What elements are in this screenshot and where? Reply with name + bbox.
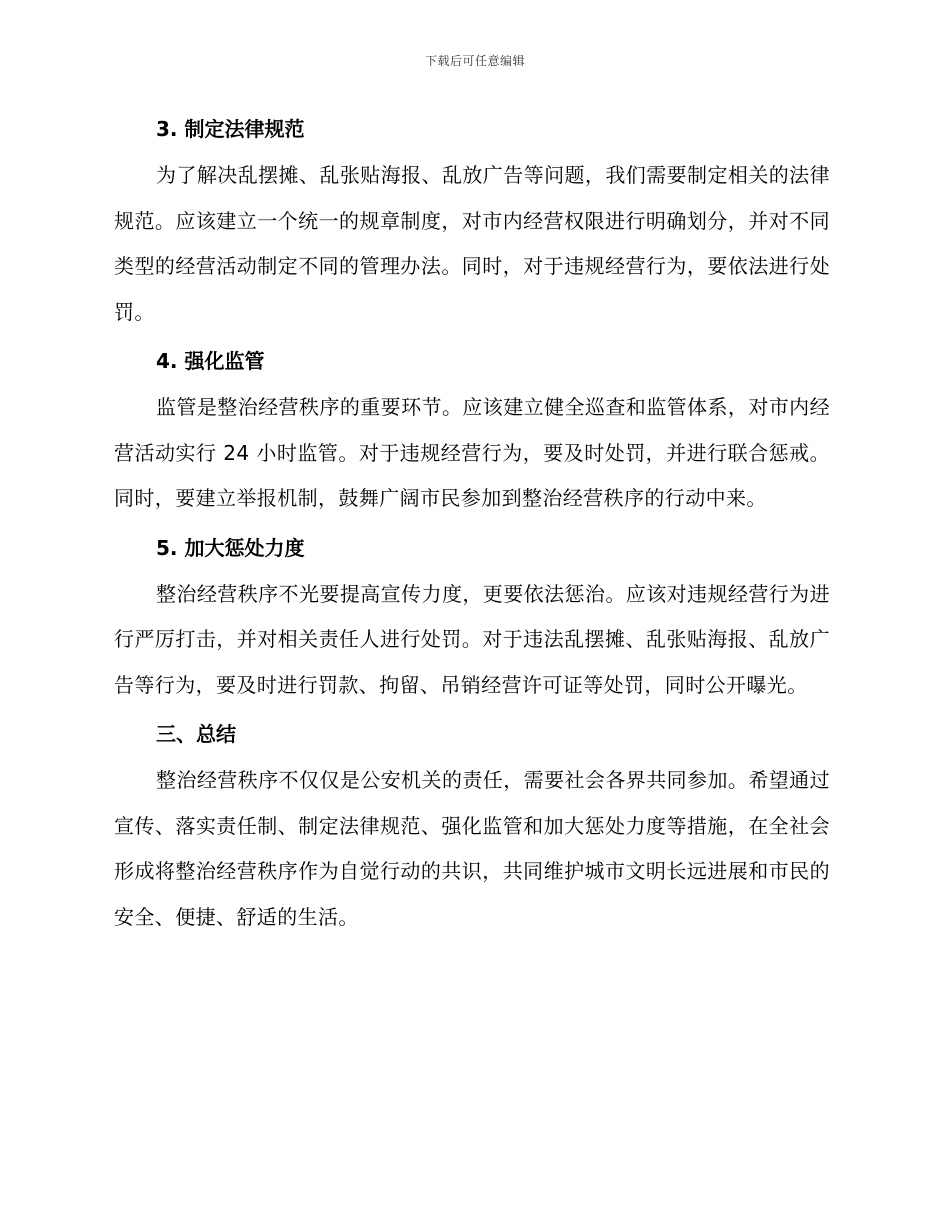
section-heading: 4. 强化监管 — [156, 349, 265, 373]
section-summary — [114, 713, 830, 940]
section-punishment — [114, 527, 830, 709]
document-body — [114, 108, 830, 945]
page-header-note: 下载后可任意编辑 — [424, 54, 525, 68]
section-heading: 5. 加大惩处力度 — [156, 535, 305, 560]
section-supervision — [114, 340, 830, 522]
section-heading: 三、总结 — [156, 722, 236, 746]
section-paragraph: 整治经营秩序不仅仅是公安机关的责任，需要社会各界共同参加。希望通过宣传、落实责任制、制定法律规范、强化监管和加大惩处力度等措施，在全社会形成将整治经营秩序作为自觉行动的共识，共同维护城市文明长远进展和市民的安全、便捷、舒适的生活。 — [114, 768, 830, 929]
section-paragraph: 整治经营秩序不光要提高宣传力度，更要依法惩治。应该对违规经营行为进行严厉打击，并对相关责任人进行处罚。对于违法乱摆摊、乱张贴海报、乱放广告等行为，要及时进行罚款、拘留、吊销经营许可证等处罚，同时公开曝光。 — [114, 581, 830, 697]
section-legal-norms — [114, 108, 830, 335]
section-heading: 3. 制定法律规范 — [156, 117, 305, 141]
section-paragraph: 为了解决乱摆摊、乱张贴海报、乱放广告等问题，我们需要制定相关的法律规范。应该建立一个统一的规章制度，对市内经营权限进行明确划分，并对不同类型的经营活动制定不同的管理办法。同时，对于违规经营行为，要依法进行处罚。 — [114, 163, 830, 324]
section-paragraph: 监管是整治经营秩序的重要环节。应该建立健全巡查和监管体系，对市内经营活动实行 24 小时监管。对于违规经营行为，要及时处罚，并进行联合惩戒。同时，要建立举报机制，鼓舞广阔市民参加到整治经营秩序的行动中来。 — [114, 395, 830, 510]
